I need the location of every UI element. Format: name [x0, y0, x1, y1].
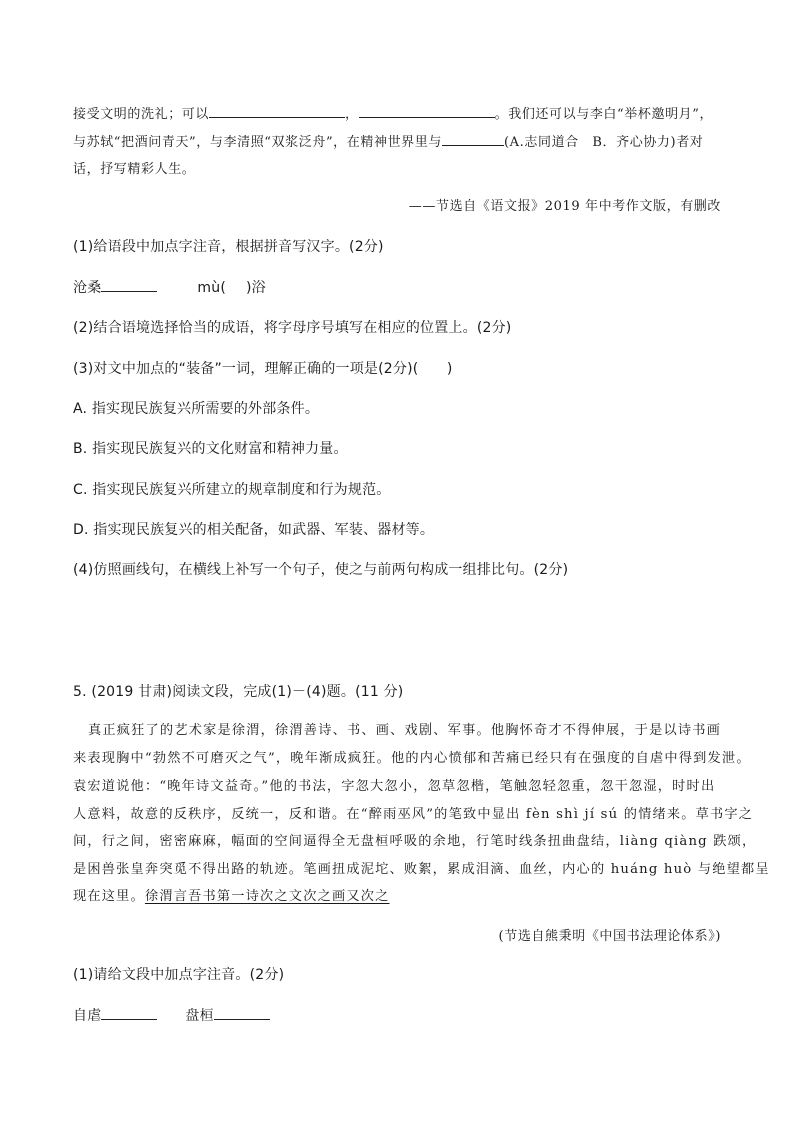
- word-label: 盘桓: [185, 1008, 214, 1024]
- word-label: )浴: [245, 280, 266, 296]
- word-label: 沧桑: [73, 280, 102, 296]
- q5-paragraph-line: [73, 885, 390, 904]
- pinyin-label: mù(: [197, 280, 226, 296]
- q4-subquestion-1: (1)给语段中加点字注音，根据拼音写汉字。(2分): [73, 239, 384, 255]
- q5-paragraph-line: 来表现胸中“勃然不可磨灭之气”，晚年渐成疯狂。他的内心愤郁和苦痛已经只有在强度的自虐中得到发泄。: [73, 751, 751, 766]
- answer-blank[interactable]: [101, 1007, 157, 1020]
- q5-subquestion-1: (1)请给文段中加点字注音。(2分): [73, 967, 285, 983]
- q4-s1-answers: [73, 277, 266, 297]
- q4-option-b[interactable]: B. 指实现民族复兴的文化财富和精神力量。: [73, 441, 348, 457]
- answer-blank[interactable]: [101, 279, 157, 292]
- passage-text: 与苏轼“把酒问青天”，与李清照“双浆泛舟”，在精神世界里与: [73, 135, 442, 150]
- q4-subquestion-4: (4)仿照画线句，在横线上补写一个句子，使之与前两句构成一组排比句。(2分): [73, 562, 569, 578]
- q4-subquestion-3: (3)对文中加点的“装备”一词，理解正确的一项是(2分)( ): [73, 361, 453, 377]
- answer-blank[interactable]: [214, 1007, 270, 1020]
- q5-paragraph-line: 真正疯狂了的艺术家是徐渭，徐渭善诗、书、画、戏剧、军事。他胸怀奇才不得伸展，于是以诗书画: [88, 723, 722, 738]
- q5-s1-answers: [73, 1005, 270, 1025]
- blank-line[interactable]: [209, 105, 345, 118]
- passage-line-1: [73, 103, 713, 122]
- passage-line-3: 话，抒写精彩人生。: [73, 162, 196, 177]
- q5-paragraph-line: 是困兽张皇奔突觅不得出路的轨迹。笔画扭成泥坨、败絮，累成泪滴、血丝，内心的 huáng huò 与绝望都呈: [73, 862, 770, 877]
- q4-option-c[interactable]: C. 指实现民族复兴所建立的规章制度和行为规范。: [73, 482, 391, 498]
- q5-paragraph-line: 袁宏道说他：“晚年诗文益奇。”他的书法，字忽大忽小，忽草忽楷，笔触忽轻忽重，忽干忽湿，时时出: [73, 779, 716, 794]
- q5-paragraph-line: 人意料，故意的反秩序，反统一，反和谐。在“醉雨巫风”的笔致中显出 fèn shì jí sú 的情绪来。草书字之: [73, 807, 754, 822]
- blank-line[interactable]: [359, 105, 495, 118]
- word-label: 自虐: [73, 1008, 102, 1024]
- paragraph-text: 现在这里。: [73, 889, 145, 904]
- q5-heading: 5. (2019 甘肃)阅读文段，完成(1)－(4)题。(11 分): [73, 684, 404, 700]
- passage-line-2: [73, 131, 703, 150]
- passage-text: ，: [345, 107, 359, 122]
- q4-subquestion-2: (2)结合语境选择恰当的成语，将字母序号填写在相应的位置上。(2分): [73, 320, 512, 336]
- passage-text: 接受文明的洗礼；可以: [73, 107, 210, 122]
- passage-text: 。我们还可以与李白“举杯邀明月”，: [494, 107, 714, 122]
- q5-paragraph-line: 间，行之间，密密麻麻，幅面的空间逼得全无盘桓呼吸的余地，行笔时线条扭曲盘结，liàng qiàng 跌颂，: [73, 834, 757, 849]
- passage-text: (A.志同道合 B．齐心协力)者对: [503, 135, 704, 150]
- blank-line[interactable]: [442, 133, 504, 146]
- underlined-sentence: 徐渭言吾书第一诗次之文次之画又次之: [144, 889, 390, 904]
- q4-option-a[interactable]: A. 指实现民族复兴所需要的外部条件。: [73, 401, 320, 417]
- passage-source: ——节选自《语文报》2019 年中考作文版，有删改: [408, 199, 721, 214]
- q4-option-d[interactable]: D. 指实现民族复兴的相关配备，如武器、军装、器材等。: [73, 522, 435, 538]
- q5-source: (节选自熊秉明《中国书法理论体系》): [498, 929, 721, 944]
